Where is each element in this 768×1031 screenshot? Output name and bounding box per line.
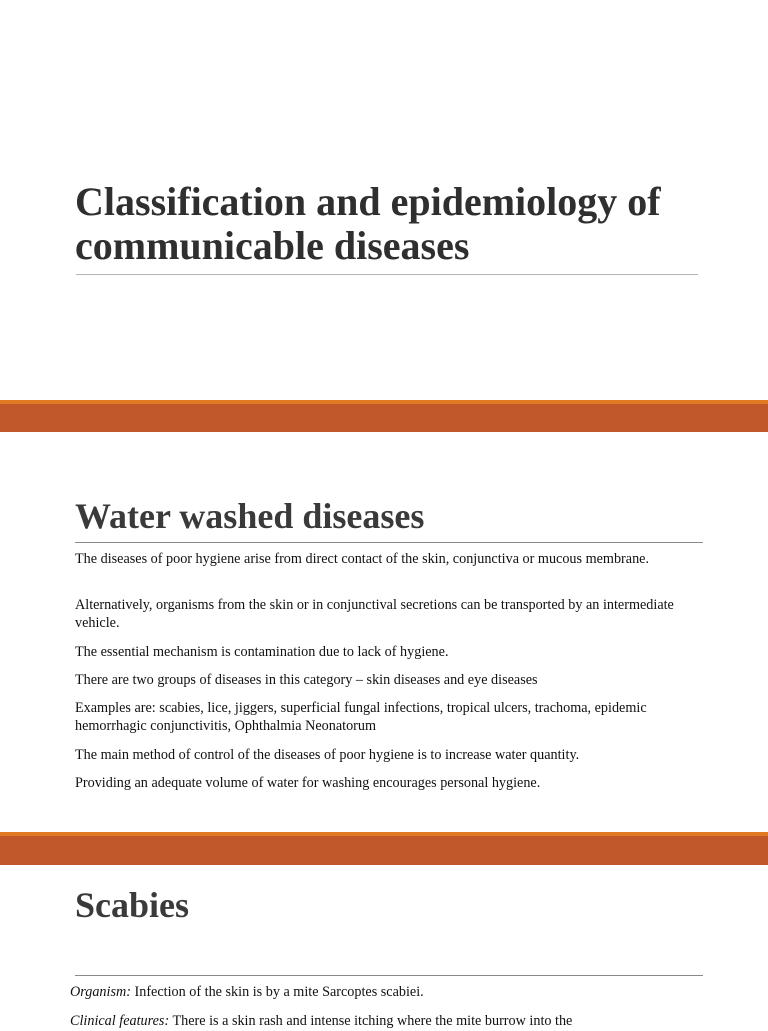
body-paragraph: Examples are: scabies, lice, jiggers, superficial fungal infections, tropical ulcers, trachoma, epidemic hemorrhagic conjunctivitis, Ophthalmia Neonatorum xyxy=(75,700,647,734)
field-text: Infection of the skin is by a mite Sarcoptes scabiei. xyxy=(130,984,424,1000)
body-paragraph xyxy=(70,984,700,1002)
title-slide xyxy=(0,0,768,400)
body-paragraph: The main method of control of the diseases of poor hygiene is to increase water quantity. xyxy=(75,747,580,763)
field-label: Clinical features: xyxy=(70,1013,170,1029)
slide-separator-band xyxy=(0,400,768,432)
water-washed-diseases-slide xyxy=(0,432,768,832)
field-label: Organism: xyxy=(70,984,131,1000)
slide-separator-band xyxy=(0,832,768,865)
slide-title: Classification and epidemiology of communicable diseases xyxy=(75,179,661,268)
body-paragraph xyxy=(70,1013,700,1031)
slide-heading: Scabies xyxy=(75,885,190,925)
body-paragraph: There are two groups of diseases in this category – skin diseases and eye diseases xyxy=(75,672,538,688)
field-text: There is a skin rash and intense itching where the mite burrow into the xyxy=(169,1013,573,1029)
slide-heading: Water washed diseases xyxy=(75,496,425,536)
body-paragraph: Alternatively, organisms from the skin or in conjunctival secretions can be transported by an intermediate vehicle. xyxy=(75,597,674,631)
scabies-slide xyxy=(0,865,768,1029)
body-paragraph: Providing an adequate volume of water for washing encourages personal hygiene. xyxy=(75,775,541,791)
title-underline xyxy=(76,274,698,275)
heading-underline xyxy=(75,542,703,543)
heading-underline xyxy=(75,975,703,976)
body-paragraph: The essential mechanism is contamination due to lack of hygiene. xyxy=(75,644,449,660)
body-paragraph: The diseases of poor hygiene arise from direct contact of the skin, conjunctiva or mucous membrane. xyxy=(75,551,650,567)
